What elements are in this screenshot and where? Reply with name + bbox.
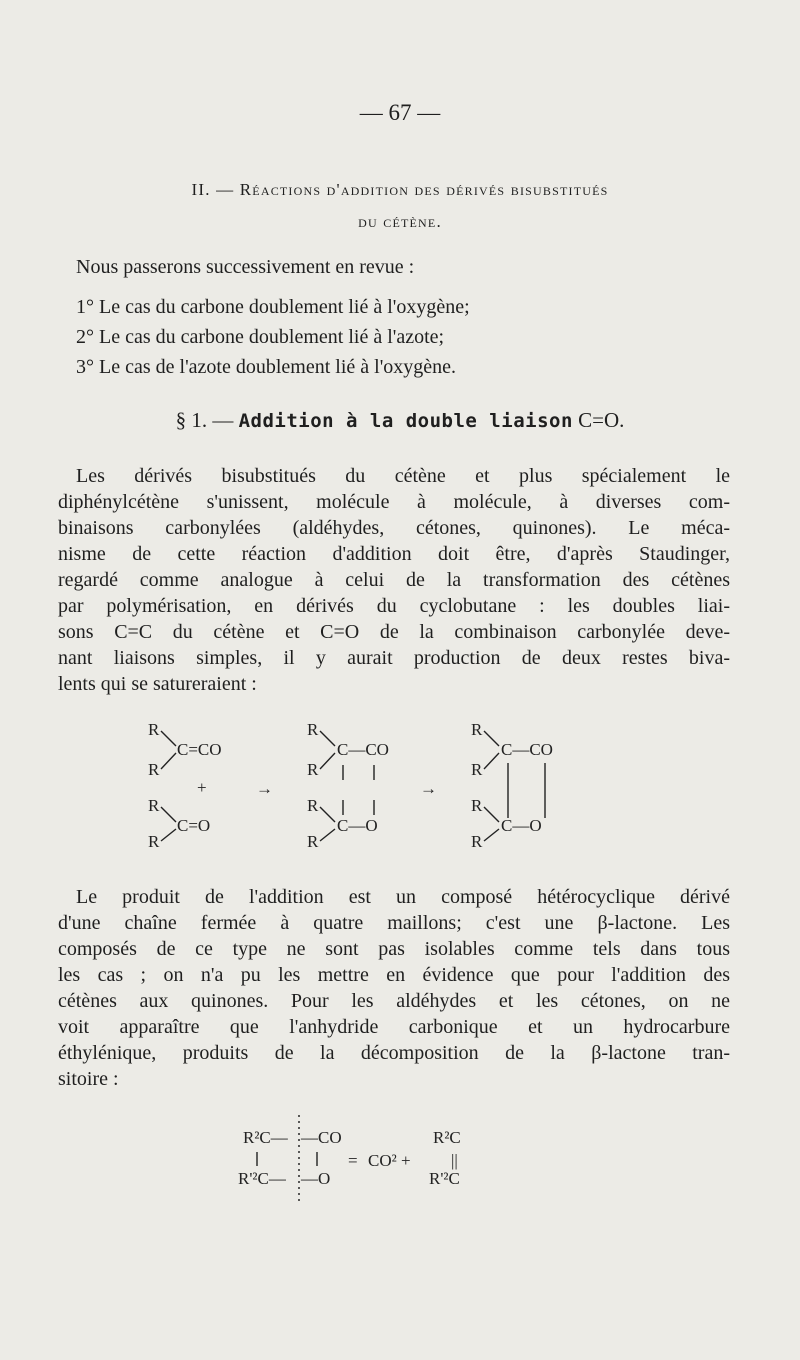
lactone-r2c: R²C— [243,1128,288,1147]
bond-line [484,829,499,841]
section-title-line2: du cétène. [358,212,442,231]
product-c-co: C—CO [501,740,553,759]
subsection-prefix: § 1. — [175,408,234,432]
bond-line [484,807,499,822]
text-line: nisme de cette réaction d'addition doit être, d'après Staudinger, [58,543,730,565]
bond-line [161,731,176,746]
list-item: 3° Le cas de l'azote doublement lié à l'oxygène. [76,356,457,378]
bond-line [320,753,335,769]
substituent-r: R [471,720,483,739]
substituent-r: R [148,720,160,739]
bond-line [484,753,499,769]
bond-line [320,807,335,822]
substituent-r: R [307,796,319,815]
subsection-formula: C=O. [578,408,625,432]
text-line: par polymérisation, en dérivés du cyclobutane : les doubles liai- [58,595,730,617]
intermediate-c-co: C—CO [337,740,389,759]
list-item: 2° Le cas du carbone doublement lié à l'azote; [76,326,445,348]
text-line: diphénylcétène s'unissent, molécule à molécule, à diverses com- [58,491,730,513]
product-c-o: C—O [501,816,542,835]
plus-sign: + [197,778,207,797]
text-line: lents qui se satureraient : [58,673,257,695]
reaction-arrow: → [256,779,273,798]
substituent-r: R [307,760,319,779]
bond-line [320,829,335,841]
ketene-formula: C=CO [177,740,222,759]
subsection-title: Addition à la double liaison [238,410,573,432]
text-line: binaisons carbonylées (aldéhydes, cétones, quinones). Le méca- [58,517,730,539]
substituent-r: R [471,832,483,851]
text-line: nant liaisons simples, il y aurait production de deux restes biva- [58,647,730,669]
text-line: les cas ; on n'a pu les mettre en évidence que pour l'addition des [58,964,730,986]
reaction-scheme-1 [148,720,553,851]
equals-sign: = [348,1151,358,1170]
alkene-double-bond: || [451,1151,458,1170]
alkene-r2c: R²C [433,1128,461,1147]
text-line: voit apparaître que l'anhydride carbonique et un hydrocarbure [58,1016,730,1038]
substituent-r: R [307,720,319,739]
substituent-r: R [148,832,160,851]
co2-product: CO² + [368,1151,411,1170]
lactone-r-prime-2c: R'²C— [238,1169,286,1188]
lactone-o: —O [301,1169,331,1188]
text-line: d'une chaîne fermée à quatre maillons; c'est une β-lactone. Les [58,912,730,934]
substituent-r: R [148,760,160,779]
section-numeral: II. — [191,180,235,199]
bond-line [484,731,499,746]
reaction-arrow: → [420,779,437,798]
text-line: Les dérivés bisubstitués du cétène et plus spécialement le [76,465,730,487]
text-line: regardé comme analogue à celui de la transformation des cétènes [58,569,730,591]
paragraph-2 [58,884,730,1092]
text-line: composés de ce type ne sont pas isolables comme tels dans tous [58,938,730,960]
text-line: Le produit de l'addition est un composé hétérocyclique dérivé [76,886,730,908]
intermediate-c-o: C—O [337,816,378,835]
lactone-co: —CO [301,1128,342,1147]
alkene-r-prime-2c: R'²C [429,1169,460,1188]
text-line: éthylénique, produits de la décomposition de la β-lactone tran- [58,1042,730,1064]
substituent-r: R [471,796,483,815]
carbonyl-formula: C=O [177,816,211,835]
substituent-r: R [471,760,483,779]
substituent-r: R [148,796,160,815]
list-item: 1° Le cas du carbone doublement lié à l'oxygène; [76,296,470,318]
page-number: — 67 — [359,100,441,125]
bond-line [320,731,335,746]
bond-line [161,753,176,769]
bond-line [161,807,176,822]
text-line: cétènes aux quinones. Pour les aldéhydes et les cétones, on ne [58,990,730,1012]
substituent-r: R [307,832,319,851]
text-line: sitoire : [58,1068,119,1090]
section-title-line1: Réactions d'addition des dérivés bisubstitués [239,180,609,199]
bond-line [161,829,176,841]
intro-text: Nous passerons successivement en revue : [76,256,415,278]
reaction-scheme-2 [238,1115,461,1205]
text-line: sons C=C du cétène et C=O de la combinaison carbonylée deve- [58,621,730,643]
